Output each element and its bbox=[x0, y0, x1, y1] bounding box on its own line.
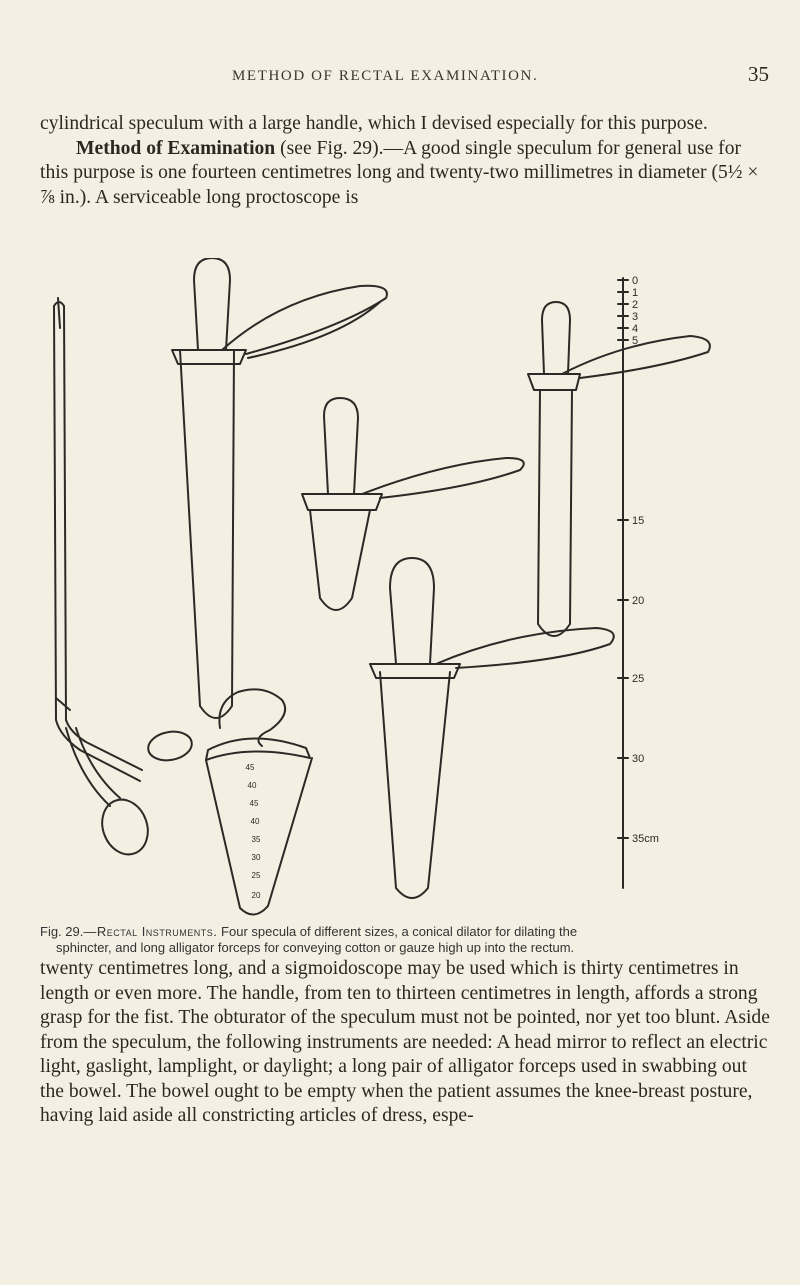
page-number: 35 bbox=[748, 62, 769, 86]
paragraph-proctoscope: twenty centimetres long, and a sigmoidoscope may be used which is thirty centimetres in length or even more. The handle, from ten to thirteen centimetres in length, affords a strong grasp for the fist. The obturator of the speculum must not be pointed, nor yet too blunt. Aside from the speculum, the following instruments are needed: A head mirror to reflect an electric light, gaslight, lamplight, or daylight; a long pair of alligator forceps used in swabbing out the bowel. The bowel ought to be empty when the patient assumes the knee-breast posture, having laid aside all constricting articles of dress, espe- bbox=[40, 958, 770, 1126]
body-text-top bbox=[40, 112, 770, 210]
scale-label: 35cm bbox=[632, 833, 659, 845]
scale-label: 1 bbox=[632, 287, 639, 299]
dilator-label: 40 bbox=[247, 781, 257, 790]
caption-label: Fig. 29. bbox=[40, 924, 84, 939]
speculum-medium-drawing bbox=[302, 398, 524, 610]
running-header bbox=[0, 62, 800, 92]
scale-label: 20 bbox=[632, 595, 645, 607]
figure-caption bbox=[40, 924, 766, 956]
dilator-label: 20 bbox=[251, 891, 261, 900]
alligator-forceps-drawing bbox=[54, 298, 194, 861]
caption-line-2: sphincter, and long alligator forceps for conveying cotton or gauze high up into the rectum. bbox=[56, 940, 575, 955]
scale-label: 30 bbox=[632, 753, 645, 765]
running-head-title: METHOD OF RECTAL EXAMINATION. bbox=[232, 68, 539, 84]
dilator-label: 45 bbox=[249, 799, 259, 808]
dilator-label: 25 bbox=[251, 871, 261, 880]
speculum-tall-drawing bbox=[528, 302, 710, 636]
scale-ruler-drawing bbox=[618, 278, 628, 888]
method-text: (see Fig. 29).—A good single speculum for general use for this purpose is one fourteen centimetres long and twenty-two millimetres in diameter (5½ × ⅞ in.). A serviceable long proctoscope is bbox=[40, 137, 759, 208]
figure-29 bbox=[40, 258, 780, 918]
scale-label: 15 bbox=[632, 515, 645, 527]
scale-label: 5 bbox=[632, 335, 639, 347]
caption-text: Four specula of different sizes, a conical dilator for dilating the bbox=[217, 924, 578, 939]
scale-label: 25 bbox=[632, 673, 645, 685]
dilator-label: 35 bbox=[251, 835, 261, 844]
body-text-bottom bbox=[40, 957, 770, 1129]
dilator-label: 30 bbox=[251, 853, 261, 862]
method-heading: Method of Examination bbox=[76, 137, 276, 159]
speculum-bottom-drawing bbox=[370, 558, 614, 898]
caption-title: —Rectal Instruments. bbox=[83, 924, 218, 939]
figure-illustration bbox=[40, 258, 780, 918]
scale-label: 3 bbox=[632, 311, 639, 323]
paragraph-continuation: cylindrical speculum with a large handle, which I devised especially for this purpose. bbox=[40, 113, 708, 134]
dilator-label: 45 bbox=[245, 763, 255, 772]
scale-label: 4 bbox=[632, 323, 639, 335]
paragraph-method bbox=[40, 137, 770, 211]
dilator-label: 40 bbox=[250, 817, 260, 826]
conical-dilator-drawing bbox=[206, 689, 312, 914]
scale-label: 0 bbox=[632, 275, 639, 287]
scale-label: 2 bbox=[632, 299, 639, 311]
